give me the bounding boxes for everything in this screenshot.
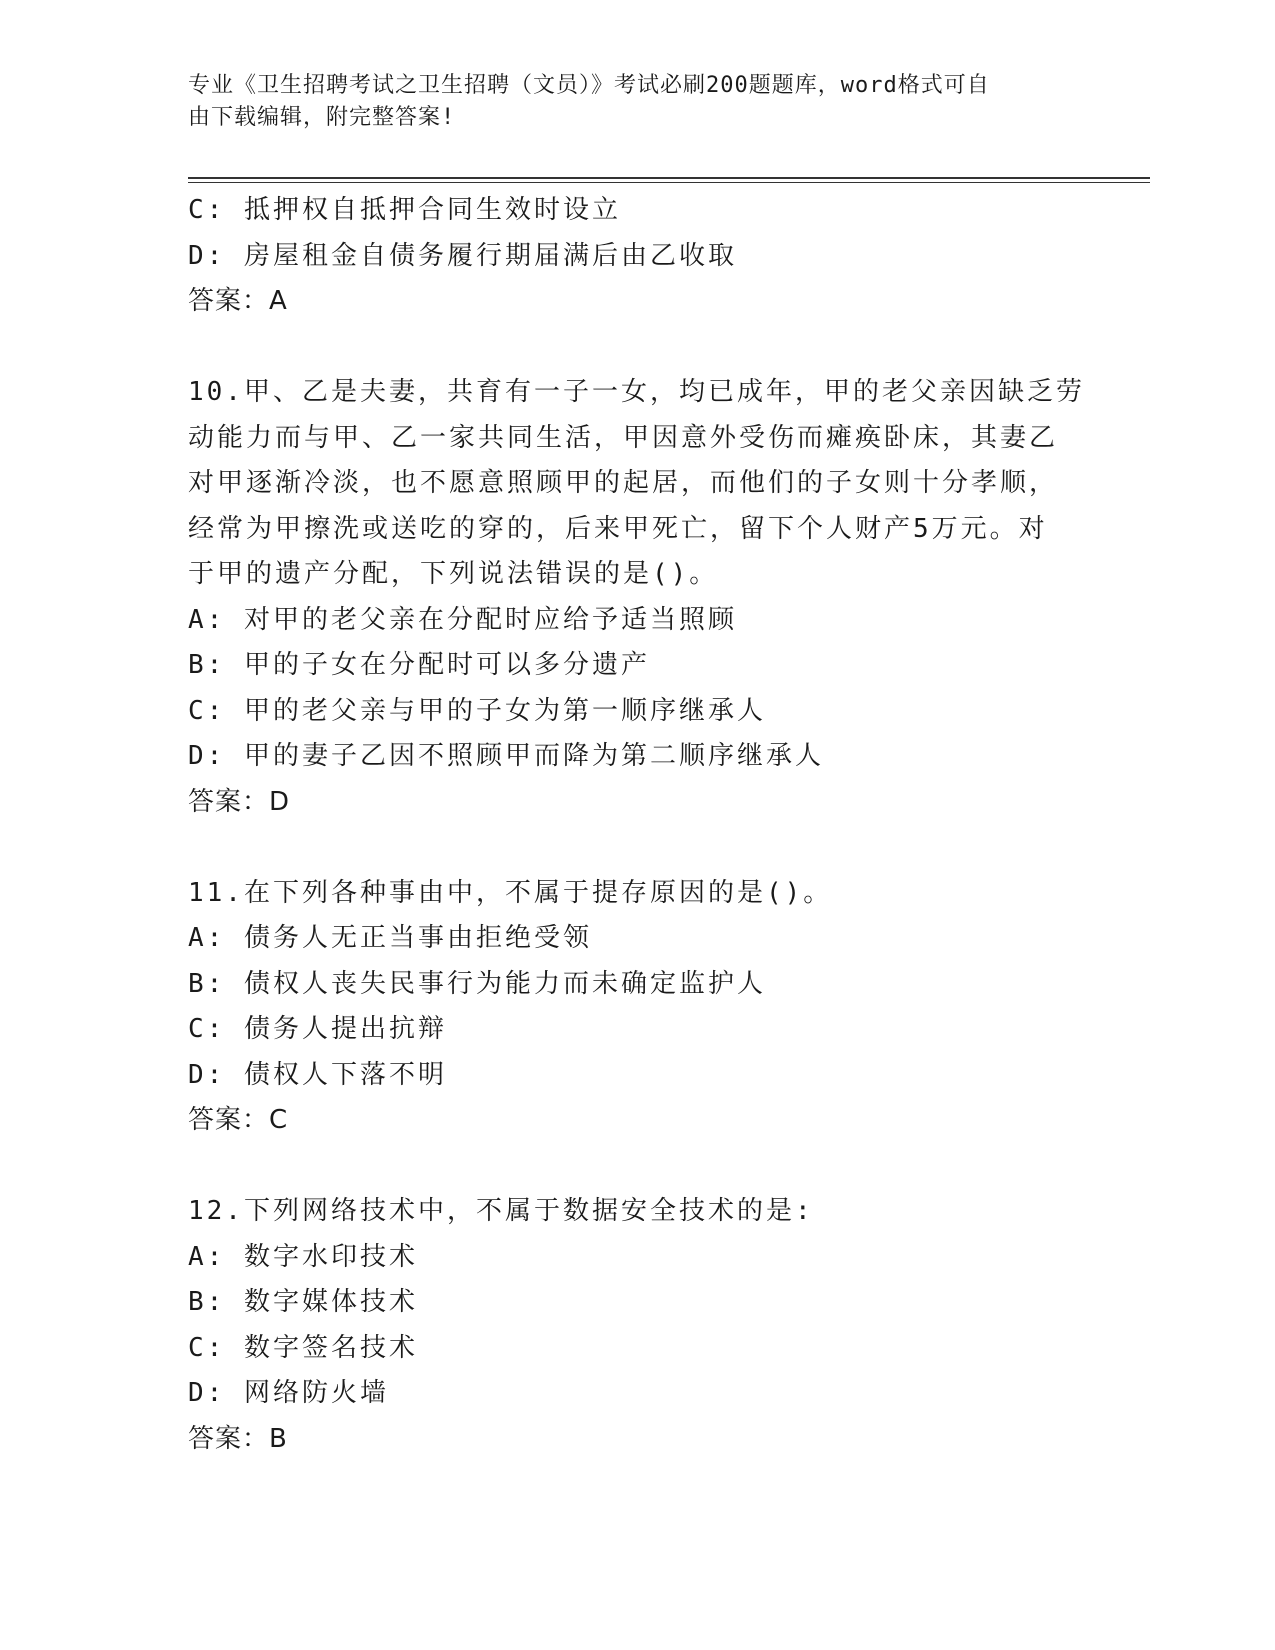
answer-line: 答案：D <box>188 786 291 817</box>
question-block <box>188 871 1088 1144</box>
answer-line: 答案：C <box>188 1105 289 1135</box>
option-line: D: 网络防火墙 <box>188 1378 389 1408</box>
answer-line: 答案：A <box>188 286 288 316</box>
question-block <box>188 1189 1088 1462</box>
question-block <box>188 188 1088 325</box>
question-stem-line: 经常为甲擦洗或送吃的穿的，后来甲死亡，留下个人财产5万元。对 <box>188 513 1048 544</box>
option-line: B: 甲的子女在分配时可以多分遗产 <box>188 650 650 680</box>
option-line: B: 数字媒体技术 <box>188 1287 418 1317</box>
document-header <box>188 70 1068 134</box>
question-stem-line: 12.下列网络技术中，不属于数据安全技术的是: <box>188 1196 814 1226</box>
question-list <box>188 188 1088 1462</box>
header-divider-thin <box>188 182 1150 183</box>
option-line: A: 对甲的老父亲在分配时应给予适当照顾 <box>188 604 737 635</box>
question-stem-line: 于甲的遗产分配，下列说法错误的是()。 <box>188 559 719 589</box>
option-line: B: 债权人丧失民事行为能力而未确定监护人 <box>188 968 766 999</box>
answer-line: 答案：B <box>188 1423 288 1454</box>
spacer <box>188 1144 1088 1190</box>
spacer <box>188 825 1088 871</box>
header-line-1: 专业《卫生招聘考试之卫生招聘（文员）》考试必刷200题题库，word格式可自 <box>188 73 990 98</box>
option-line: D: 债权人下落不明 <box>188 1059 447 1090</box>
question-stem-line: 对甲逐渐冷淡，也不愿意照顾甲的起居，而他们的子女则十分孝顺， <box>188 468 1059 498</box>
option-line: D: 房屋租金自债务履行期届满后由乙收取 <box>188 240 737 271</box>
option-line: C: 数字签名技术 <box>188 1332 418 1363</box>
option-line: C: 债务人提出抗辩 <box>188 1014 447 1044</box>
question-stem-line: 11.在下列各种事由中，不属于提存原因的是()。 <box>188 877 833 908</box>
option-line: D: 甲的妻子乙因不照顾甲而降为第二顺序继承人 <box>188 741 824 771</box>
question-stem-line: 动能力而与甲、乙一家共同生活，甲因意外受伤而瘫痪卧床，其妻乙 <box>188 422 1059 453</box>
spacer <box>188 325 1088 371</box>
question-stem-line: 10.甲、乙是夫妻，共育有一子一女，均已成年，甲的老父亲因缺乏劳 <box>188 377 1085 407</box>
option-line: A: 数字水印技术 <box>188 1241 418 1272</box>
header-divider-thick <box>188 177 1150 179</box>
option-line: C: 抵押权自抵押合同生效时设立 <box>188 195 621 225</box>
option-line: C: 甲的老父亲与甲的子女为第一顺序继承人 <box>188 695 766 726</box>
header-line-2: 由下载编辑，附完整答案! <box>188 105 456 130</box>
option-line: A: 债务人无正当事由拒绝受领 <box>188 923 592 953</box>
question-block <box>188 370 1088 825</box>
